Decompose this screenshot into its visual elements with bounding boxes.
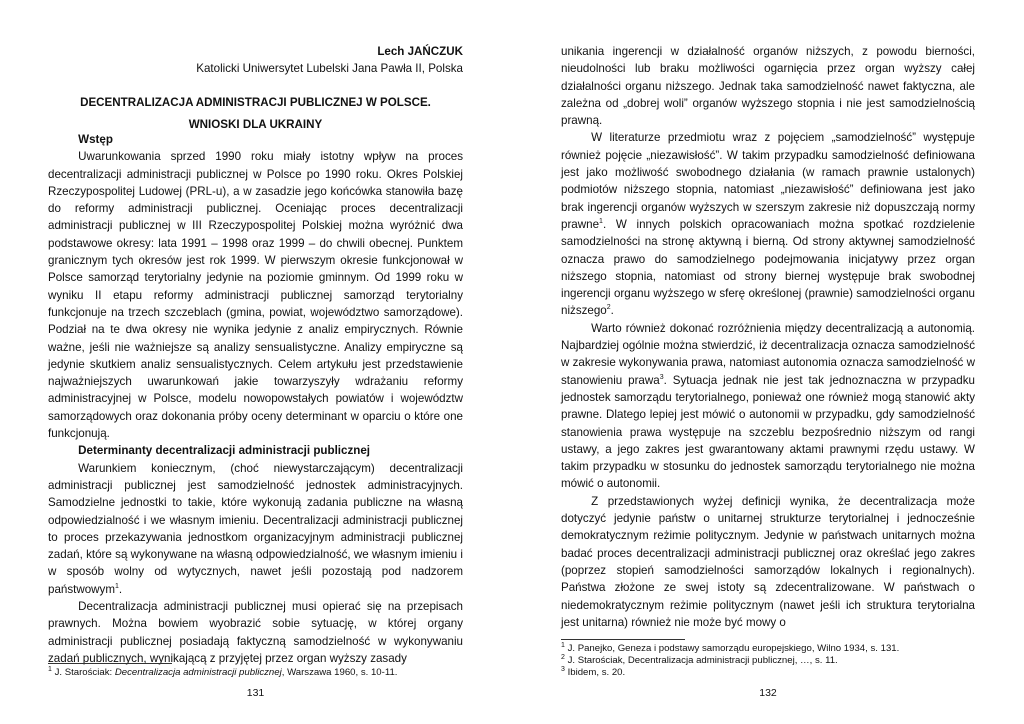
article-title [48, 92, 463, 136]
footnote-1-right [561, 643, 975, 655]
paragraph-definitions: Z przedstawionych wyżej definicji wynika, że decentralizacja może dotyczyć jedynie państw o unitarnej strukturze terytorialnej i jednocześnie demokratycznym reżimie politycznym. Jedynie w państwach unitarnych można badać proces decentralizacji administracji publicznej oraz określać jego zakres (poprzez stopień samodzielności samorządów lokalnych i regionalnych). Państwa złożone ze swej istoty są zdecentralizowane. W państwach o niedemokratycznym reżimie politycznym (nawet jeśli ich struktura terytorialna jest unitarna) również nie może być mowy o [561, 494, 975, 629]
footnote-divider-right [561, 639, 685, 640]
article-title-line-2: WNIOSKI DLA UKRAINY [188, 118, 323, 131]
left-footnotes [48, 667, 463, 679]
right-footnotes [561, 643, 975, 679]
author-block [48, 43, 463, 78]
paragraph-literature-b: . W innych polskich opracowaniach można spotkać rozdzielenie samodzielności na stronę aktywną i bierną. Od strony aktywnej samodzielność oznacza prawo do samodzielnego podejmowania inicjatywy przez organ niższego stopnia, natomiast od strony biernej występuje brak swobodnej ingerencji organu wyższego w sferę określonej (prawnie) samodzielności organu niższego [561, 217, 975, 318]
article-title-line-1: DECENTRALIZACJA ADMINISTRACJI PUBLICZNEJ W POLSCE. [80, 96, 431, 109]
footnote-ref-1-right[interactable]: 1 [599, 218, 603, 226]
footnote-1-number: 1 [48, 665, 52, 673]
footnote-3-text: Ibidem, s. 20. [564, 667, 626, 678]
footnote-1-post: , Warszawa 1960, s. 10-11. [281, 667, 398, 678]
paragraph-decentralization: Decentralizacja administracji publicznej musi opierać się na przepisach prawnych. Można bowiem wyobrazić sobie sytuację, w której organy administracji publicznej posiadają faktyczną samodzielność w wykonywaniu zadań publicznych, wynikającą z przyjętej przez organ wyższy zasady [48, 600, 463, 665]
paragraph-distinction-a: Warto również dokonać rozróżnienia między decentralizacją a autonomią. Najbardziej ogólnie można stwierdzić, iż decentralizacja oznacza samodzielność w zakresie wykonywania prawa, natomiast autonomia oznacza samodzielność w stanowieniu prawa [561, 321, 975, 387]
footnote-3 [561, 667, 975, 679]
footnote-2 [561, 655, 975, 667]
footnote-3-number: 3 [561, 665, 565, 673]
left-body-text [48, 131, 463, 667]
right-page [561, 0, 975, 724]
page-number-right: 132 [759, 687, 777, 699]
paragraph-continued: unikania ingerencji w działalność organów niższych, z powodu bierności, nieudolności lub braku możliwości ogarnięcia przez organ wyższy całej działalności organu niższego. Jednak taka samodzielność nawet faktyczna, ale zależna od „dobrej woli” organów wyższego stopnia i nie jest samodzielnością prawną. [561, 45, 975, 128]
paragraph-determinants-text: Warunkiem koniecznym, (choć niewystarczającym) decentralizacji administracji publicznej jest samodzielność jednostek administracyjnych. Samodzielne jednostki to takie, które wykonują zadania publiczne na własną odpowiedzialność i we własnym imieniu. Decentralizacji administracji publicznej to proces przekazywania jednostkom organizacyjnym administracji publicznej zadań, które są wykonywane na własną odpowiedzialność, we własnym imieniu i w sposób wolny od wytycznych, nawet jeśli pozostają pod nadzorem państwowym [48, 461, 463, 596]
footnote-1-right-text: J. Panejko, Geneza i podstawy samorządu europejskiego, Wilno 1934, s. 131. [564, 643, 900, 654]
right-body-text [561, 43, 975, 631]
footnote-2-text: J. Starościak, Decentralizacja administracji publicznej, …, s. 11. [564, 655, 838, 666]
footnote-1-pre: J. Starościak: [51, 667, 115, 678]
author-affiliation: Katolicki Uniwersytet Lubelski Jana Pawła II, Polska [196, 62, 463, 76]
left-page [48, 0, 463, 724]
footnote-1-italic: Decentralizacja administracji publicznej [114, 667, 282, 678]
paragraph-distinction [561, 320, 975, 493]
footnote-1 [48, 667, 463, 679]
paragraph-literature [561, 129, 975, 319]
paragraph-literature-end: . [610, 304, 614, 318]
footnote-1-right-number: 1 [561, 641, 565, 649]
footnote-divider [48, 663, 172, 664]
paragraph-intro: Uwarunkowania sprzed 1990 roku miały istotny wpływ na proces decentralizacji administracji publicznej w Polsce po 1990 roku. Okres Polskiej Rzeczypospolitej Ludowej (PRL-u), a w zasadzie jego końcówka stanowiła bazę do reformy administracji publicznej. Oceniając proces decentralizacji administracji publicznej w III Rzeczypospolitej Polskiej można wyróżnić dwa podstawowe okresy: lata 1991 – 1998 oraz 1999 – do chwili obecnej. Punktem granicznym tych okresów jest rok 1999. W pierwszym okresie funkcjonował w Polsce samorząd terytorialny jedynie na poziomie gminnym. Od 1999 roku w wyniku II etapu reformy administracji publicznej samorząd terytorialny funkcjonuje na trzech szczeblach (gmina, powiat, województwo samorządowe). Podział na te dwa okresy nie wynika jedynie z analiz empirycznych. Równie ważne, jeśli nie ważniejsze są analizy sensualistyczne. Analizy empiryczne są jedynie skutkiem analiz sensualistycznych. Celem artykułu jest przedstawienie najważniejszych uwarunkowań jakie towarzyszyły wdrażaniu reformy administracyjnej w Polsce, modelu nowopowstałych powiatów i województw samorządowych oraz dokonania próby oceny determinant w oparciu o które one funkcjonują. [48, 150, 463, 441]
section-heading-intro: Wstęp [78, 133, 113, 146]
paragraph-distinction-b: . Sytuacja jednak nie jest tak jednoznaczna w przypadku jednostek samorządu terytorialnego, ponieważ one również mogą stanowić akty prawne. Dlatego lepiej jest mówić o autonomii w przypadku, gdy samodzielność stanowienia prawa występuje na szczeblu bezpośrednio niższym od rangi ustawy, a jego zakres jest gwarantowany aktami prawnymi rzędu ustawy. W takim przypadku w stosunku do jednostek samorządu terytorialnego nie można mówić o autonomii. [561, 373, 975, 491]
section-heading-determinants: Determinanty decentralizacji administracji publicznej [78, 444, 371, 458]
footnote-ref-3[interactable]: 3 [659, 373, 664, 381]
paragraph-literature-a: W literaturze przedmiotu wraz z pojęciem „samodzielność” występuje również pojęcie „niezawisłość”. W takim przypadku samodzielność definiowana jest jako możliwość swobodnego działania (w ramach prawnie ustalonych) podmiotów niższego stopnia, natomiast „niezawisłość” definiowana jest jako brak ingerencji organów wyższych w szerszym zakresie niż dopuszczają normy prawne [561, 131, 975, 231]
footnote-ref-1[interactable]: 1 [115, 582, 119, 590]
paragraph-determinants-end: . [118, 582, 123, 596]
page-number-left: 131 [246, 687, 265, 699]
footnote-ref-2[interactable]: 2 [606, 304, 611, 312]
paragraph-determinants [48, 460, 463, 598]
author-name: Lech JAŃCZUK [377, 45, 463, 58]
footnote-2-number: 2 [561, 653, 565, 661]
